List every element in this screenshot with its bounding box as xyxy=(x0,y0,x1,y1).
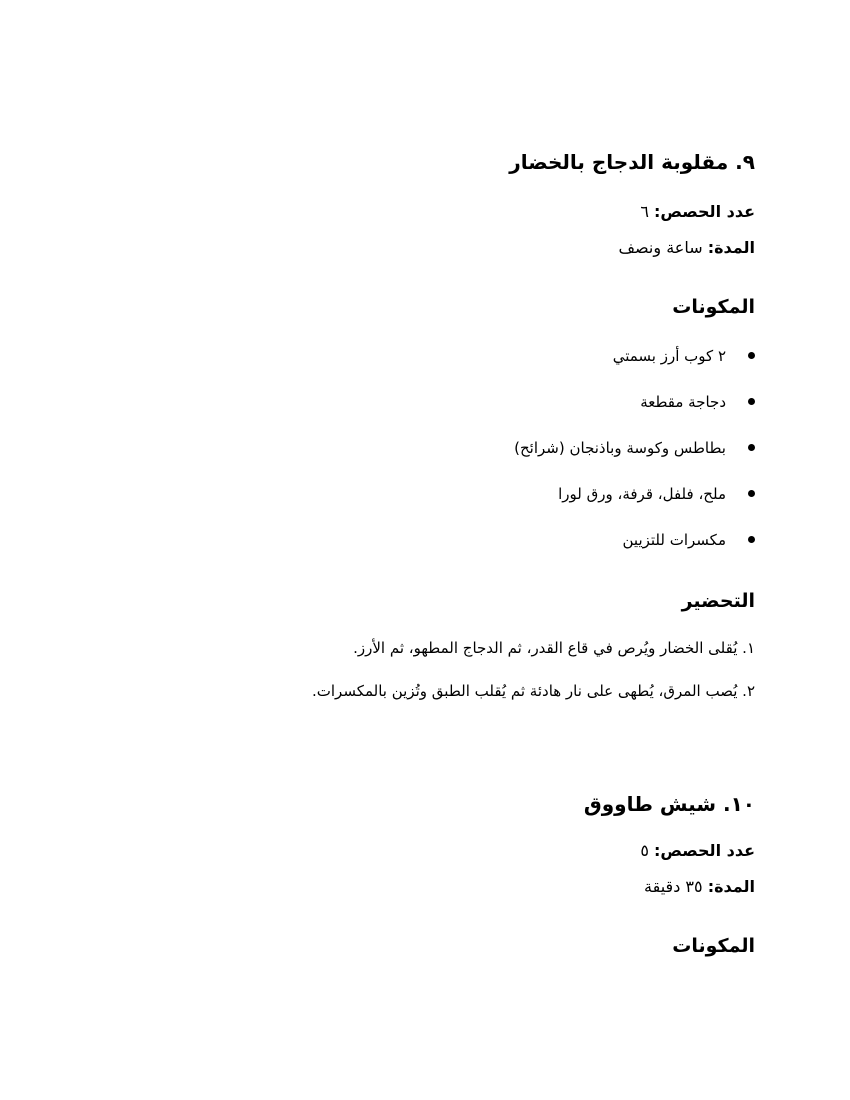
servings-value: ٥ xyxy=(640,841,649,860)
duration-value: ساعة ونصف xyxy=(618,238,703,257)
recipe-title: ١٠. شيش طاووق xyxy=(583,792,755,816)
bullet-icon xyxy=(748,352,755,359)
duration-line xyxy=(644,877,755,896)
ingredients-heading: المكونات xyxy=(672,935,755,957)
servings-value: ٦ xyxy=(640,202,649,221)
servings-line xyxy=(640,202,755,221)
ingredient-item xyxy=(613,347,755,365)
ingredient-item xyxy=(640,393,755,411)
step-item: ١. يُقلى الخضار ويُرص في قاع القدر، ثم الدجاج المطهو، ثم الأرز. xyxy=(353,639,755,657)
duration-line xyxy=(618,238,755,257)
duration-label: المدة: xyxy=(707,877,755,896)
ingredient-text: ٢ كوب أرز بسمتي xyxy=(612,347,726,365)
ingredients-heading: المكونات xyxy=(672,296,755,318)
ingredient-text: بطاطس وكوسة وباذنجان (شرائح) xyxy=(514,439,726,457)
ingredient-item xyxy=(514,439,755,457)
servings-label: عدد الحصص: xyxy=(654,202,755,221)
steps-heading: التحضير xyxy=(681,590,755,612)
recipe-title: ٩. مقلوبة الدجاج بالخضار xyxy=(509,150,755,174)
ingredient-text: ملح، فلفل، قرفة، ورق لورا xyxy=(558,485,726,503)
step-item: ٢. يُصب المرق، يُطهى على نار هادئة ثم يُقلب الطبق وتُزين بالمكسرات. xyxy=(311,682,755,700)
ingredient-text: مكسرات للتزيين xyxy=(622,531,726,549)
duration-value: ٣٥ دقيقة xyxy=(644,877,703,896)
ingredient-text: دجاجة مقطعة xyxy=(640,393,726,411)
bullet-icon xyxy=(748,490,755,497)
servings-line xyxy=(640,841,755,860)
ingredient-item xyxy=(623,531,756,549)
servings-label: عدد الحصص: xyxy=(654,841,755,860)
ingredient-item xyxy=(558,485,755,503)
bullet-icon xyxy=(748,398,755,405)
bullet-icon xyxy=(748,444,755,451)
duration-label: المدة: xyxy=(707,238,755,257)
bullet-icon xyxy=(748,536,755,543)
